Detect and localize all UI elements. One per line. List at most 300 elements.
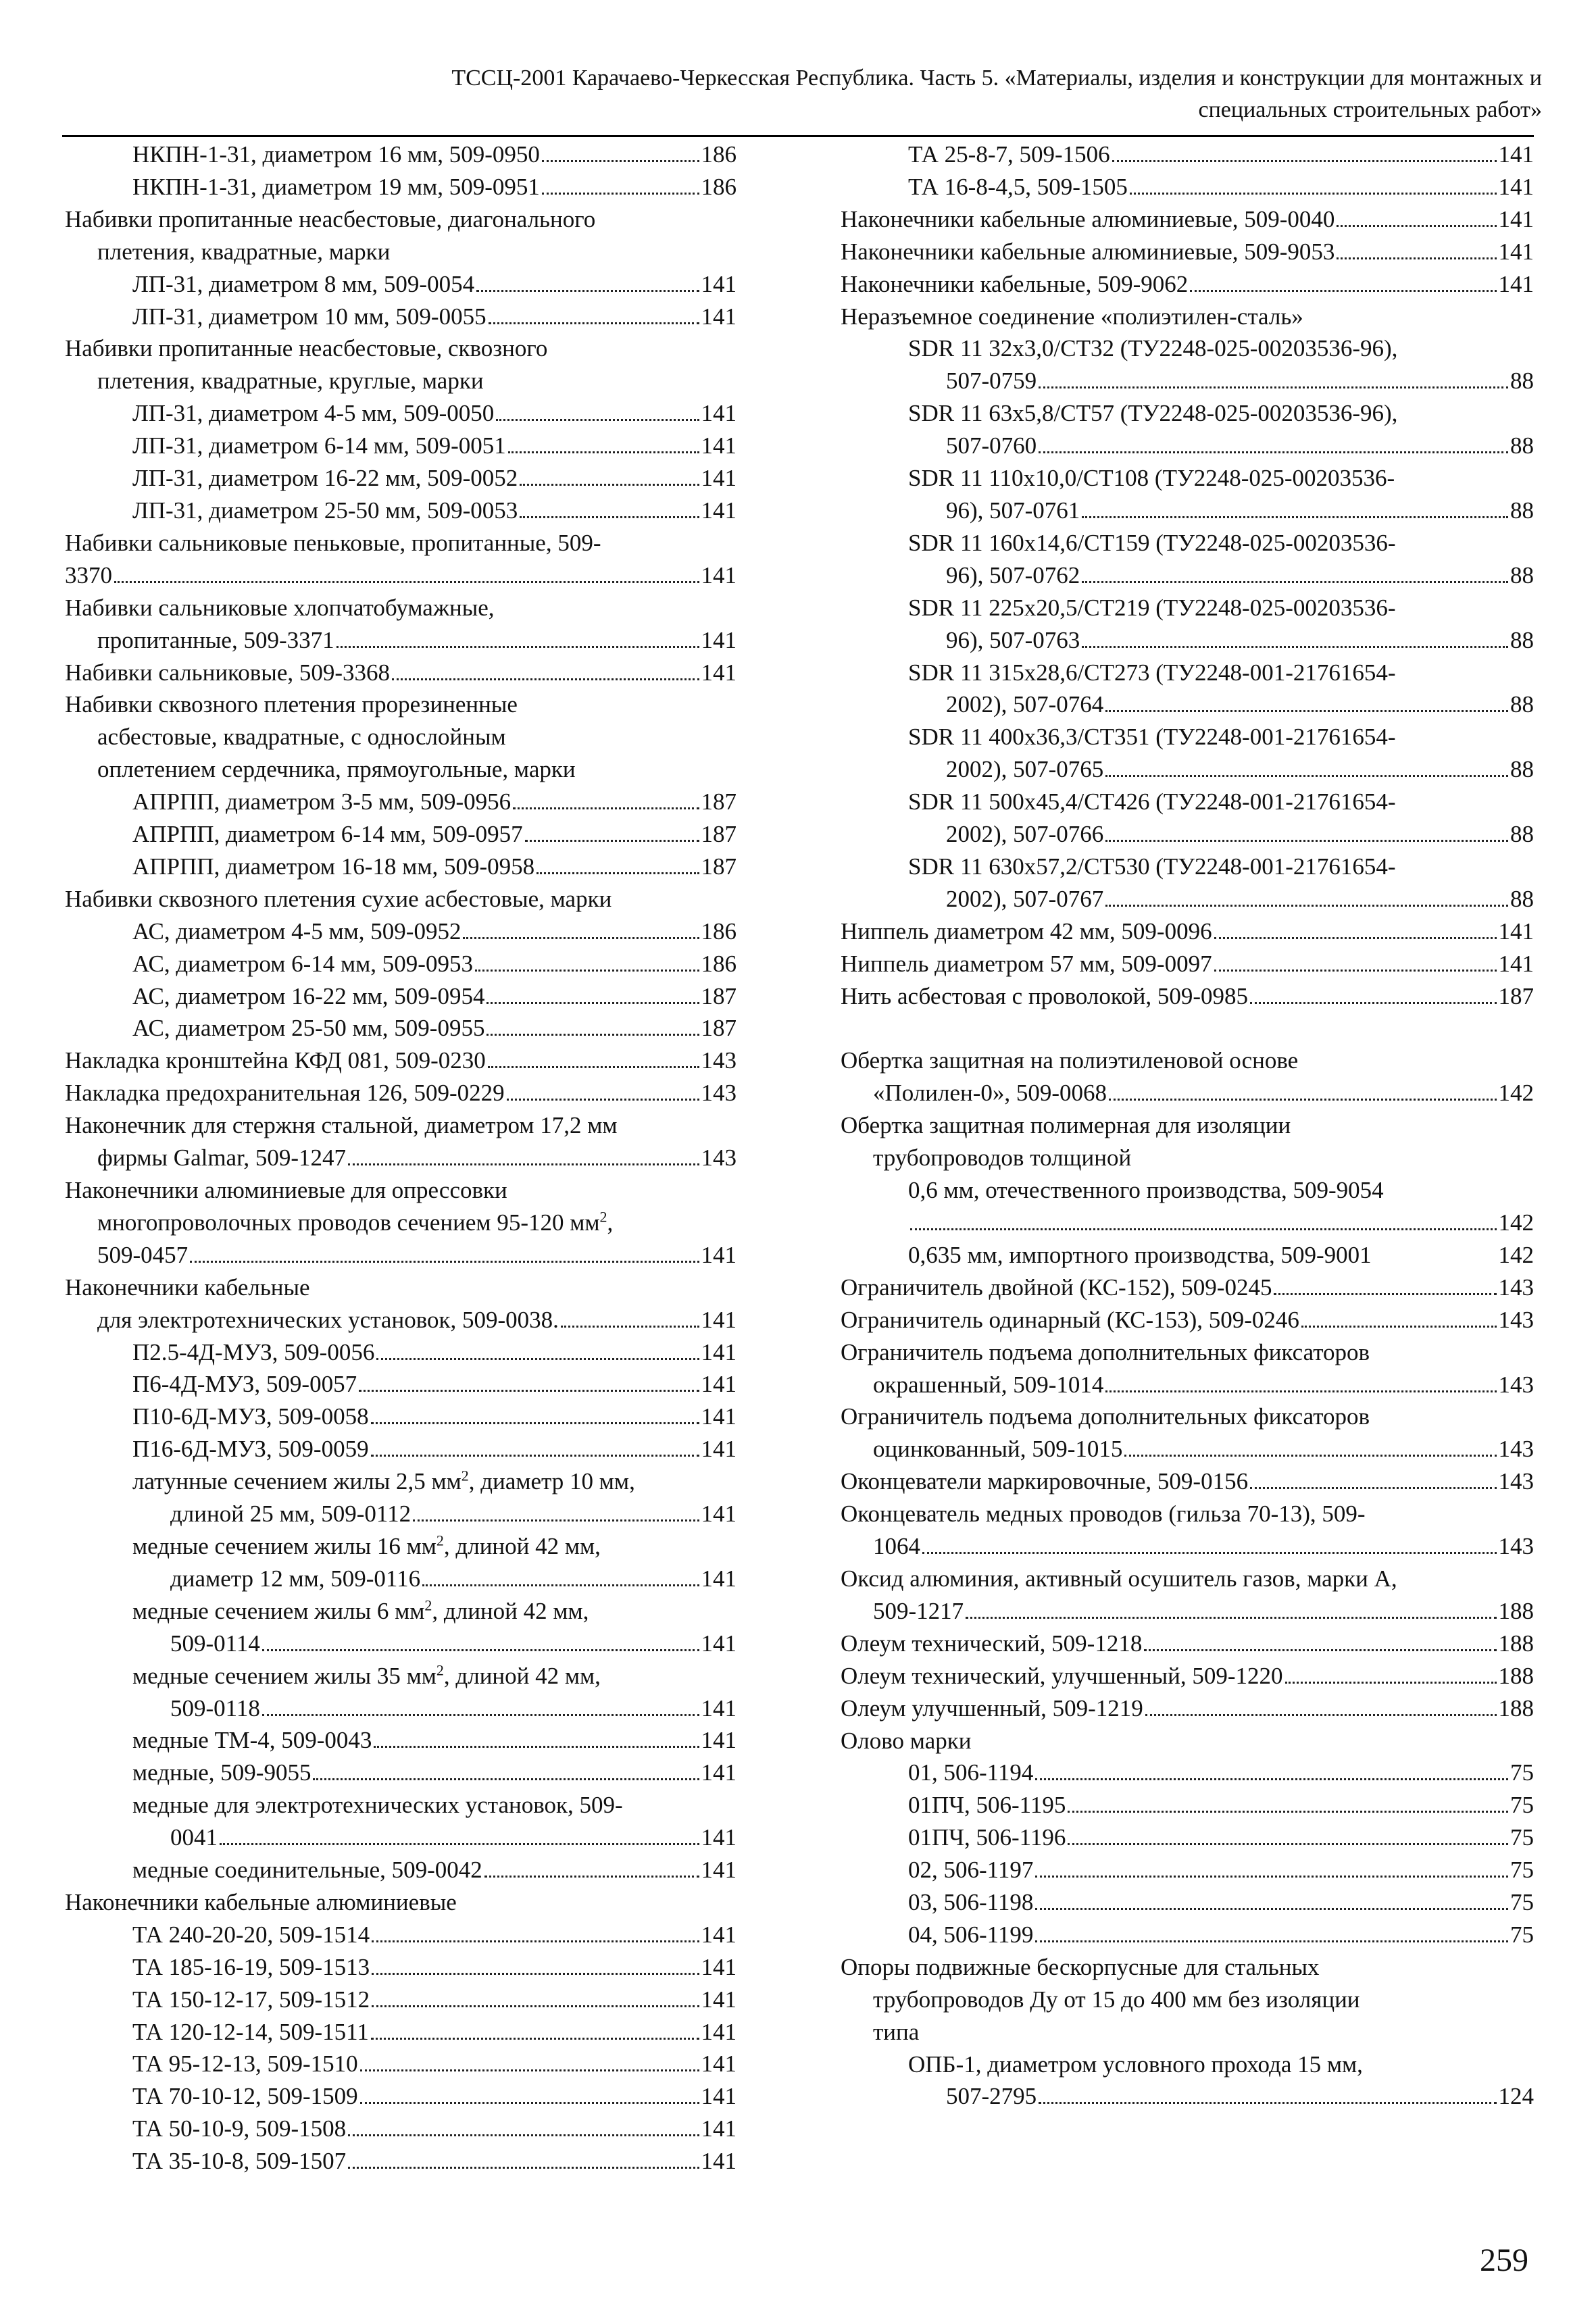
index-entry (841, 721, 1534, 753)
index-entry (841, 268, 1534, 301)
index-entry (65, 786, 737, 818)
dot-leader (1082, 646, 1508, 648)
entry-text: АПРПП, диаметром 3-5 мм, 509-0956 (132, 788, 512, 815)
entry-text: 0041 (170, 1824, 218, 1851)
entry-page-ref: 88 (1510, 691, 1534, 718)
entry-page-ref: 143 (701, 1080, 737, 1107)
entry-text: 01ПЧ, 506-1196 (908, 1824, 1066, 1851)
dot-leader (1250, 1487, 1496, 1489)
index-entry (841, 1077, 1534, 1109)
index-column-left (65, 139, 737, 2178)
index-entry (841, 1142, 1534, 1174)
dot-leader (475, 970, 699, 972)
entry-page-ref: 141 (701, 659, 737, 686)
index-entry (65, 397, 737, 430)
entry-text: ЛП-31, диаметром 8 мм, 509-0054 (132, 270, 475, 297)
dot-leader (542, 160, 699, 162)
index-entry (841, 1628, 1534, 1660)
index-entry (841, 527, 1534, 559)
dot-leader (348, 2167, 699, 2169)
entry-text: плетения, квадратные, круглые, марки (97, 368, 484, 395)
dot-leader (374, 1746, 699, 1748)
dot-leader (1035, 1876, 1508, 1878)
index-entry (65, 430, 737, 462)
entry-page-ref: 141 (701, 1759, 737, 1786)
entry-text: ТА 35-10-8, 509-1507 (132, 2148, 347, 2175)
index-entry (841, 365, 1534, 397)
dot-leader (1214, 937, 1497, 939)
index-entry (841, 883, 1534, 915)
index-entry (65, 1207, 737, 1239)
entry-text: ЛП-31, диаметром 6-14 мм, 509-0051 (132, 432, 506, 459)
entry-page-ref: 88 (1510, 885, 1534, 912)
entry-text: SDR 11 400х36,3/СТ351 (ТУ2248-001-21761654- (908, 724, 1396, 751)
entry-text: пропитанные, 509-3371 (97, 626, 334, 653)
index-entry (65, 1465, 737, 1498)
entry-text: асбестовые, квадратные, с однослойным (97, 724, 506, 751)
entry-page-ref: 141 (701, 2051, 737, 2078)
entry-text: SDR 11 500х45,4/СТ426 (ТУ2248-001-21761654- (908, 788, 1396, 815)
entry-page-ref: 141 (701, 1436, 737, 1463)
entry-page-ref: 186 (701, 173, 737, 200)
entry-page-ref: 186 (701, 141, 737, 168)
entry-page-ref: 141 (701, 465, 737, 492)
entry-text: ТА 95-12-13, 509-1510 (132, 2051, 358, 2078)
entry-page-ref: 143 (1498, 1274, 1534, 1301)
index-entry (65, 657, 737, 689)
index-entry (841, 1045, 1534, 1077)
entry-page-ref: 88 (1510, 561, 1534, 588)
header-rule (62, 135, 1534, 137)
entry-page-ref: 143 (1498, 1436, 1534, 1463)
entry-text: 507-0759 (946, 368, 1037, 395)
entry-page-ref: 141 (701, 1338, 737, 1365)
entry-text: Наконечники кабельные алюминиевые, 509-0040 (841, 205, 1335, 232)
dot-leader (313, 1778, 699, 1780)
dot-leader (372, 1973, 699, 1975)
entry-text: АПРПП, диаметром 6-14 мм, 509-0957 (132, 821, 523, 848)
index-entry (841, 1757, 1534, 1789)
dot-leader (488, 1066, 699, 1068)
entry-text: многопроволочных проводов сечением 95-120 $мм^2$, (97, 1208, 614, 1236)
index-entry (65, 1595, 737, 1628)
index-entry (65, 2113, 737, 2145)
entry-text: АС, диаметром 4-5 мм, 509-0952 (132, 917, 462, 945)
entry-text: Наконечники кабельные алюминиевые (65, 1888, 457, 1915)
dot-leader (1082, 581, 1508, 583)
entry-text: Олово марки (841, 1727, 972, 1754)
entry-text: 1064 (873, 1533, 920, 1560)
index-entry (65, 1142, 737, 1174)
entry-text: типа (873, 2018, 920, 2045)
entry-text: Наконечник для стержня стальной, диаметром 17,2 мм (65, 1112, 618, 1139)
entry-text: Оксид алюминия, активный осушитель газов, марки А, (841, 1565, 1397, 1592)
entry-page-ref: 143 (1498, 1371, 1534, 1398)
index-entry (65, 1498, 737, 1530)
index-entry (65, 2016, 737, 2048)
index-entry (65, 1628, 737, 1660)
index-entry (841, 1821, 1534, 1854)
entry-text: SDR 11 110х10,0/СТ108 (ТУ2248-025-00203536- (908, 465, 1395, 492)
entry-text: 509-1217 (873, 1597, 964, 1624)
entry-text: диаметр 12 мм, 509-0116 (170, 1565, 421, 1592)
dot-leader (1105, 905, 1508, 907)
dot-leader (1337, 225, 1496, 227)
entry-text: Ниппель диаметром 42 мм, 509-0096 (841, 917, 1212, 945)
entry-text: Накладка предохранительная 126, 509-0229 (65, 1080, 505, 1107)
entry-page-ref: 143 (1498, 1533, 1534, 1560)
index-entry (841, 688, 1534, 721)
entry-page-ref: 141 (1498, 205, 1534, 232)
entry-text: SDR 11 160х14,6/СТ159 (ТУ2248-025-00203536- (908, 529, 1396, 556)
entry-page-ref: 141 (701, 1630, 737, 1657)
entry-text: Набивки пропитанные неасбестовые, диагонального (65, 205, 596, 232)
entry-text: ЛП-31, диаметром 10 мм, 509-0055 (132, 303, 487, 330)
entry-text: оплетением сердечника, прямоугольные, марки (97, 756, 576, 783)
entry-text: НКПН-1-31, диаметром 16 мм, 509-0950 (132, 141, 540, 168)
index-entry (841, 1336, 1534, 1369)
entry-text: длиной 25 мм, 509-0112 (170, 1501, 412, 1528)
index-entry (65, 1789, 737, 1821)
index-entry (65, 1886, 737, 1919)
index-entry (841, 2080, 1534, 2113)
index-entry (841, 1207, 1534, 1239)
index-entry (841, 1692, 1534, 1725)
entry-text: АС, диаметром 25-50 мм, 509-0955 (132, 1015, 485, 1042)
dot-leader (1274, 1293, 1496, 1295)
index-entry (841, 559, 1534, 592)
index-entry (841, 1789, 1534, 1821)
dot-leader (348, 1163, 699, 1165)
entry-page-ref: 141 (1498, 917, 1534, 945)
entry-text: ТА 150-12-17, 509-1512 (132, 1986, 370, 2013)
index-entry (841, 1239, 1534, 1272)
entry-page-ref: 142 (1498, 1241, 1534, 1268)
dot-leader (1112, 160, 1497, 162)
index-entry (841, 1854, 1534, 1886)
entry-page-ref: 141 (701, 1403, 737, 1430)
index-entry (65, 1272, 737, 1304)
entry-text: Оконцеватель медных проводов (гильза 70-13), 509- (841, 1501, 1366, 1528)
entry-text: 2002), 507-0767 (946, 885, 1104, 912)
entry-page-ref: 88 (1510, 497, 1534, 524)
dot-leader (1035, 1908, 1508, 1910)
entry-page-ref: 141 (701, 1565, 737, 1592)
entry-page-ref: 141 (701, 2115, 737, 2142)
dot-leader (966, 1617, 1496, 1619)
dot-leader (372, 2005, 699, 2007)
entry-page-ref: 75 (1510, 1792, 1534, 1819)
index-entry (841, 236, 1534, 268)
entry-page-ref: 141 (1498, 950, 1534, 977)
index-entry (65, 171, 737, 203)
entry-text: медные для электротехнических установок, 509- (132, 1792, 623, 1819)
entry-text: 96), 507-0762 (946, 561, 1080, 588)
index-entry (65, 980, 737, 1013)
entry-text: Ограничитель одинарный (КС-153), 509-0246 (841, 1306, 1299, 1333)
dot-leader (336, 646, 699, 648)
index-entry (841, 2016, 1534, 2048)
entry-text: ОПБ-1, диаметром условного прохода 15 мм, (908, 2051, 1363, 2078)
index-entry (65, 1660, 737, 1692)
entry-text: Набивки пропитанные неасбестовые, сквозного (65, 335, 548, 362)
entry-text: 2002), 507-0764 (946, 691, 1104, 718)
dot-leader (1039, 451, 1508, 453)
dot-leader (1130, 193, 1497, 195)
index-entry (65, 851, 737, 883)
entry-page-ref: 88 (1510, 756, 1534, 783)
entry-page-ref: 186 (701, 917, 737, 945)
entry-text: АС, диаметром 16-22 мм, 509-0954 (132, 982, 485, 1009)
entry-text: 509-0118 (170, 1694, 260, 1721)
entry-text: трубопроводов толщиной (873, 1145, 1132, 1172)
entry-page-ref: 141 (701, 270, 737, 297)
index-entry (841, 203, 1534, 236)
dot-leader (1035, 1778, 1508, 1780)
entry-page-ref: 141 (701, 400, 737, 427)
page-number: 259 (1480, 2242, 1528, 2278)
dot-leader (1144, 1649, 1496, 1651)
entry-text: Олеум технический, 509-1218 (841, 1630, 1143, 1657)
index-entry (65, 1109, 737, 1142)
dot-leader (1105, 1390, 1496, 1392)
index-entry (841, 301, 1534, 333)
entry-text: 0,635 мм, импортного производства, 509-9001 (908, 1241, 1372, 1268)
entry-page-ref: 188 (1498, 1597, 1534, 1624)
entry-text: медные ТМ-4, 509-0043 (132, 1727, 372, 1754)
index-entry (65, 883, 737, 915)
entry-text: П16-6Д-МУЗ, 509-0059 (132, 1436, 369, 1463)
entry-text: Оконцеватели маркировочные, 509-0156 (841, 1468, 1249, 1495)
index-entry (65, 1984, 737, 2016)
dot-leader (1124, 1455, 1496, 1457)
entry-page-ref: 75 (1510, 1921, 1534, 1948)
running-header-line1: ТССЦ-2001 Карачаево-Черкесская Республика. Часть 5. «Материалы, изделия и конструкции для монтажных и (451, 66, 1542, 91)
entry-page-ref: 141 (701, 1953, 737, 1980)
entry-text: латунные сечением жилы 2,5 $мм^2$, диаметр 10 мм, (132, 1467, 635, 1495)
entry-text: Ограничитель подъема дополнительных фиксаторов (841, 1338, 1370, 1365)
entry-page-ref: 141 (701, 1694, 737, 1721)
index-entry (65, 1951, 737, 1984)
dot-leader (1068, 1843, 1508, 1845)
entry-text: ТА 25-8-7, 509-1506 (908, 141, 1110, 168)
dot-leader (262, 1649, 699, 1651)
index-entry (65, 1821, 737, 1854)
entry-text: трубопроводов Ду от 15 до 400 мм без изоляции (873, 1986, 1360, 2013)
entry-text: Набивки сквозного плетения сухие асбестовые, марки (65, 885, 612, 912)
entry-page-ref: 142 (1498, 1080, 1534, 1107)
dot-leader (371, 1422, 699, 1424)
entry-page-ref: 141 (701, 303, 737, 330)
entry-page-ref: 141 (701, 561, 737, 588)
dot-leader (1337, 257, 1496, 259)
dot-leader (520, 484, 699, 486)
dot-leader (489, 322, 699, 324)
index-entry (65, 1239, 737, 1272)
index-entry (841, 397, 1534, 430)
index-entry (65, 268, 737, 301)
entry-text: 2002), 507-0765 (946, 756, 1104, 783)
index-entry (65, 1174, 737, 1207)
entry-text: Набивки сквозного плетения прорезиненные (65, 691, 518, 718)
entry-text: П10-6Д-МУЗ, 509-0058 (132, 1403, 369, 1430)
index-entry (841, 1886, 1534, 1919)
index-entry (841, 430, 1534, 462)
index-entry (841, 1401, 1534, 1433)
index-entry (65, 2048, 737, 2080)
dot-leader (1301, 1326, 1497, 1328)
index-entry (841, 851, 1534, 883)
entry-page-ref: 88 (1510, 432, 1534, 459)
entry-text: 507-2795 (946, 2083, 1037, 2110)
entry-text: «Полилен-0», 509-0068 (873, 1080, 1107, 1107)
entry-text: П2.5-4Д-МУЗ, 509-0056 (132, 1338, 375, 1365)
dot-leader (372, 1940, 699, 1942)
dot-leader (392, 678, 699, 680)
entry-page-ref: 141 (701, 2148, 737, 2175)
entry-text: 01, 506-1194 (908, 1759, 1034, 1786)
index-entry (65, 1401, 737, 1433)
index-entry (65, 592, 737, 624)
dot-leader (513, 807, 699, 809)
entry-text: Опоры подвижные бескорпусные для стальных (841, 1953, 1320, 1980)
dot-leader (1109, 1099, 1496, 1101)
entry-text: 02, 506-1197 (908, 1857, 1034, 1884)
index-entry (65, 365, 737, 397)
entry-page-ref: 188 (1498, 1662, 1534, 1689)
dot-leader (220, 1843, 699, 1845)
dot-leader (910, 1228, 1497, 1230)
index-entry (841, 1530, 1534, 1563)
entry-page-ref: 143 (1498, 1468, 1534, 1495)
entry-text: медные сечением жилы 35 $мм^2$, длиной 42 мм, (132, 1661, 601, 1689)
index-entry (65, 139, 737, 171)
entry-page-ref: 141 (701, 1986, 737, 2013)
index-entry (65, 1854, 737, 1886)
index-entry (841, 1304, 1534, 1336)
entry-text: медные сечением жилы 6 $мм^2$, длиной 42 мм, (132, 1596, 589, 1624)
index-entry (65, 688, 737, 721)
entry-text: медные, 509-9055 (132, 1759, 311, 1786)
entry-text: П6-4Д-МУЗ, 509-0057 (132, 1371, 357, 1398)
dot-leader (359, 1390, 699, 1392)
dot-leader (507, 1099, 699, 1101)
index-entry (65, 1012, 737, 1045)
entry-text: ТА 120-12-14, 509-1511 (132, 2018, 369, 2045)
index-entry (65, 462, 737, 495)
dot-leader (422, 1584, 699, 1586)
entry-page-ref: 187 (1498, 982, 1534, 1009)
entry-text: Неразъемное соединение «полиэтилен-сталь» (841, 303, 1303, 330)
index-entry (841, 2048, 1534, 2081)
dot-leader (360, 2102, 699, 2104)
entry-text: ТА 240-20-20, 509-1514 (132, 1921, 370, 1948)
dot-leader (1068, 1811, 1508, 1813)
entry-page-ref: 88 (1510, 626, 1534, 653)
index-entry (65, 1563, 737, 1595)
index-entry (841, 462, 1534, 495)
entry-text: 509-0457 (97, 1241, 189, 1268)
dot-leader (1035, 1940, 1508, 1942)
index-entry (65, 624, 737, 657)
entry-text: 2002), 507-0766 (946, 821, 1104, 848)
entry-text: медные сечением жилы 16 $мм^2$, длиной 42 мм, (132, 1532, 601, 1559)
dot-leader (1105, 840, 1508, 842)
entry-text: НКПН-1-31, диаметром 19 мм, 509-0951 (132, 173, 540, 200)
index-entry (65, 2080, 737, 2113)
dot-leader (1145, 1714, 1497, 1716)
index-entry (65, 1077, 737, 1109)
index-entry (841, 1174, 1534, 1207)
entry-page-ref: 75 (1510, 1889, 1534, 1916)
index-entry (65, 948, 737, 980)
entry-page-ref: 141 (701, 1727, 737, 1754)
index-entry (841, 1433, 1534, 1465)
dot-leader (413, 1519, 699, 1521)
entry-text: ТА 70-10-12, 509-1509 (132, 2083, 358, 2110)
entry-text: Ограничитель подъема дополнительных фиксаторов (841, 1403, 1370, 1430)
entry-text: Обертка защитная на полиэтиленовой основе (841, 1047, 1299, 1074)
index-entry (841, 495, 1534, 527)
entry-page-ref: 141 (1498, 141, 1534, 168)
dot-leader (1105, 710, 1508, 712)
entry-text: 0,6 мм, отечественного производства, 509-9054 (908, 1177, 1384, 1204)
entry-text: 507-0760 (946, 432, 1037, 459)
index-entry (841, 657, 1534, 689)
index-entry (65, 559, 737, 592)
entry-text: Олеум улучшенный, 509-1219 (841, 1694, 1143, 1721)
dot-leader (496, 419, 699, 421)
index-entry (841, 1595, 1534, 1628)
dot-leader (376, 1358, 699, 1360)
entry-page-ref: 143 (1498, 1306, 1534, 1333)
entry-text: ЛП-31, диаметром 4-5 мм, 509-0050 (132, 400, 495, 427)
entry-text: Набивки сальниковые хлопчатобумажные, (65, 594, 495, 621)
dot-leader (348, 2134, 699, 2136)
entry-page-ref: 141 (1498, 270, 1534, 297)
index-entry (65, 1919, 737, 1951)
entry-page-ref: 141 (701, 1501, 737, 1528)
entry-page-ref: 142 (1498, 1209, 1534, 1236)
entry-page-ref: 187 (701, 788, 737, 815)
entry-page-ref: 141 (701, 1241, 737, 1268)
dot-leader (371, 2038, 699, 2040)
entry-text: ТА 16-8-4,5, 509-1505 (908, 173, 1128, 200)
dot-leader (487, 1034, 699, 1036)
dot-leader (1082, 516, 1508, 518)
dot-leader (476, 290, 699, 292)
entry-text: 03, 506-1198 (908, 1889, 1034, 1916)
index-entry (65, 1336, 737, 1369)
index-entry (841, 1109, 1534, 1142)
index-entry (841, 980, 1534, 1013)
entry-text: Нить асбестовая с проволокой, 509-0985 (841, 982, 1248, 1009)
dot-leader (537, 872, 699, 874)
index-entry (65, 1045, 737, 1077)
dot-leader (262, 1714, 699, 1716)
dot-leader (190, 1261, 699, 1263)
entry-text: Наконечники кабельные, 509-9062 (841, 270, 1189, 297)
entry-page-ref: 141 (701, 432, 737, 459)
dot-leader (508, 451, 699, 453)
entry-page-ref: 141 (701, 1306, 737, 1333)
entry-text: Набивки сальниковые, 509-3368 (65, 659, 391, 686)
entry-page-ref: 143 (701, 1047, 737, 1074)
index-entry (841, 948, 1534, 980)
entry-text: фирмы Galmar, 509-1247 (97, 1145, 346, 1172)
entry-text: АС, диаметром 6-14 мм, 509-0953 (132, 950, 473, 977)
index-entry (65, 1692, 737, 1725)
